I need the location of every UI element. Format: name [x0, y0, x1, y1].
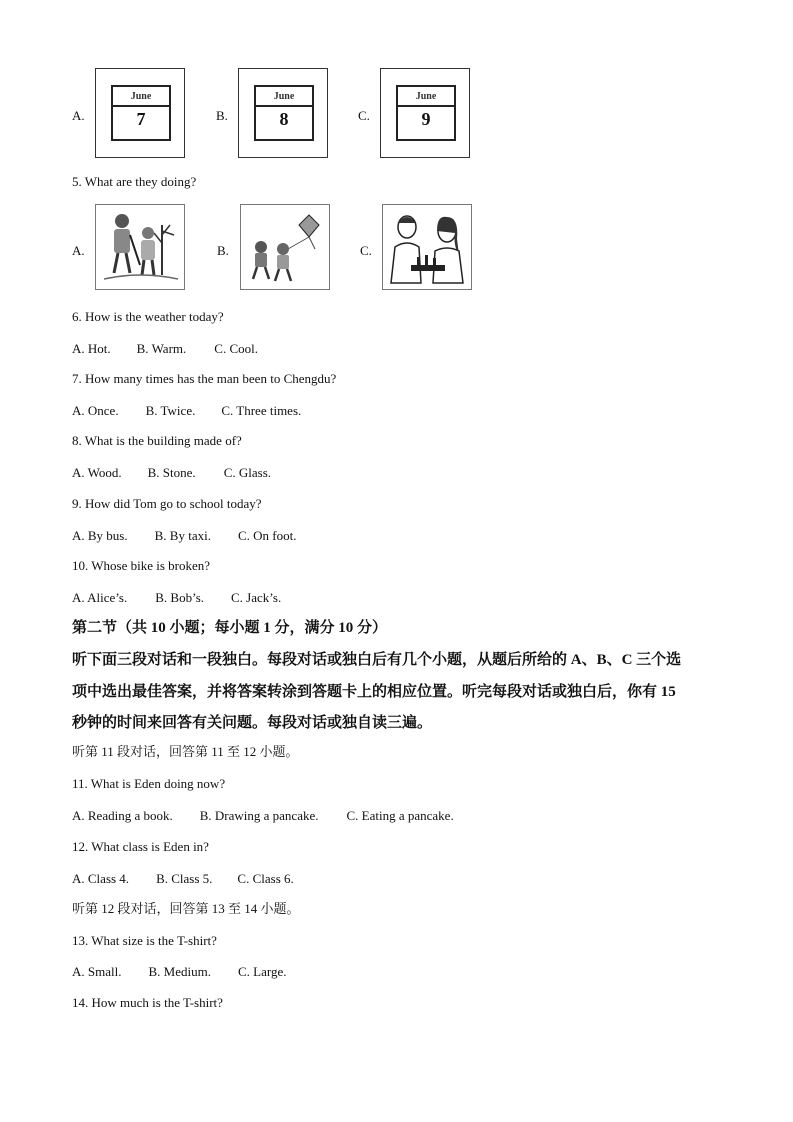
q7-option-a: A. Once.	[72, 403, 119, 418]
q6-question: 6. How is the weather today?	[72, 309, 224, 324]
q8-option-a: A. Wood.	[72, 465, 122, 480]
q5-option-b-letter: B.	[217, 243, 229, 258]
calendar-month: June	[415, 91, 437, 102]
q6-options	[72, 341, 258, 357]
q5-option-a-letter: A.	[72, 243, 85, 258]
section2-instructions-line2: 项中选出最佳答案，并将答案转涂到答题卡上的相应位置。听完每段对话或独白后，你有 15	[72, 684, 676, 700]
q4-option-b-image	[238, 68, 328, 158]
calendar-icon	[396, 85, 456, 141]
q9-question: 9. How did Tom go to school today?	[72, 496, 262, 511]
q13-option-a: A. Small.	[72, 964, 122, 979]
planting-tree-picture	[95, 204, 185, 290]
q14-question: 14. How much is the T-shirt?	[72, 995, 223, 1010]
q12-option-b: B. Class 5.	[156, 871, 213, 886]
q4-option-c-image	[380, 68, 470, 158]
q10-option-c: C. Jack’s.	[231, 590, 282, 605]
q9-options	[72, 528, 296, 544]
section2-instructions-line3: 秒钟的时间来回答有关问题。每段对话或独自读三遍。	[72, 715, 433, 731]
q9-option-b: B. By taxi.	[154, 528, 211, 543]
section2-title: 第二节（共 10 小题；每小题 1 分，满分 10 分）	[72, 620, 388, 636]
calendar-icon	[111, 85, 171, 141]
q7-question: 7. How many times has the man been to Chengdu?	[72, 371, 337, 386]
q5-option-c-letter: C.	[360, 243, 372, 258]
q12-option-a: A. Class 4.	[72, 871, 130, 886]
q9-option-c: C. On foot.	[237, 528, 297, 543]
q7-option-b: B. Twice.	[145, 403, 196, 418]
q13-options	[72, 964, 286, 980]
q10-option-b: B. Bob’s.	[155, 590, 205, 605]
q6-option-c: C. Cool.	[214, 341, 258, 356]
q13-option-b: B. Medium.	[148, 964, 211, 979]
q6-option-a: A. Hot.	[72, 341, 111, 356]
q7-options	[72, 403, 301, 419]
dialog-12-instruction: 听第 12 段对话，回答第 13 至 14 小题。	[72, 901, 300, 916]
q8-option-b: B. Stone.	[147, 465, 196, 480]
q11-options	[72, 808, 454, 824]
q11-option-b: B. Drawing a pancake.	[199, 808, 319, 823]
q9-option-a: A. By bus.	[72, 528, 128, 543]
q4-option-c-letter: C.	[358, 108, 370, 123]
q10-options	[72, 590, 281, 606]
q10-option-a: A. Alice’s.	[72, 590, 128, 605]
calendar-month: June	[273, 91, 295, 102]
q8-question: 8. What is the building made of?	[72, 433, 242, 448]
q11-option-a: A. Reading a book.	[72, 808, 173, 823]
q13-option-c: C. Large.	[237, 964, 287, 979]
calendar-day: 7	[136, 109, 146, 129]
q13-question: 13. What size is the T-shirt?	[72, 933, 217, 948]
calendar-day: 8	[279, 109, 289, 129]
calendar-month: June	[130, 91, 152, 102]
q7-option-c: C. Three times.	[221, 403, 302, 418]
q11-option-c: C. Eating a pancake.	[346, 808, 454, 823]
q4-option-a-letter: A.	[72, 108, 85, 123]
dialog-11-instruction: 听第 11 段对话，回答第 11 至 12 小题。	[72, 744, 299, 759]
section2-instructions-line1: 听下面三段对话和一段独白。每段对话或独白后有几个小题，从题后所给的 A、B、C 三个选	[72, 652, 682, 668]
q5-question: 5. What are they doing?	[72, 174, 197, 189]
q8-options	[72, 465, 271, 481]
calendar-day: 9	[421, 109, 431, 129]
q10-question: 10. Whose bike is broken?	[72, 558, 211, 573]
q6-option-b: B. Warm.	[136, 341, 187, 356]
q8-option-c: C. Glass.	[223, 465, 271, 480]
q4-option-b-letter: B.	[216, 108, 228, 123]
q12-option-c: C. Class 6.	[237, 871, 294, 886]
q12-question: 12. What class is Eden in?	[72, 839, 209, 854]
calendar-icon	[254, 85, 314, 141]
playing-chess-picture	[382, 204, 472, 290]
q12-options	[72, 871, 294, 887]
q11-question: 11. What is Eden doing now?	[72, 776, 226, 791]
q4-option-a-image	[95, 68, 185, 158]
flying-kite-picture	[240, 204, 330, 290]
